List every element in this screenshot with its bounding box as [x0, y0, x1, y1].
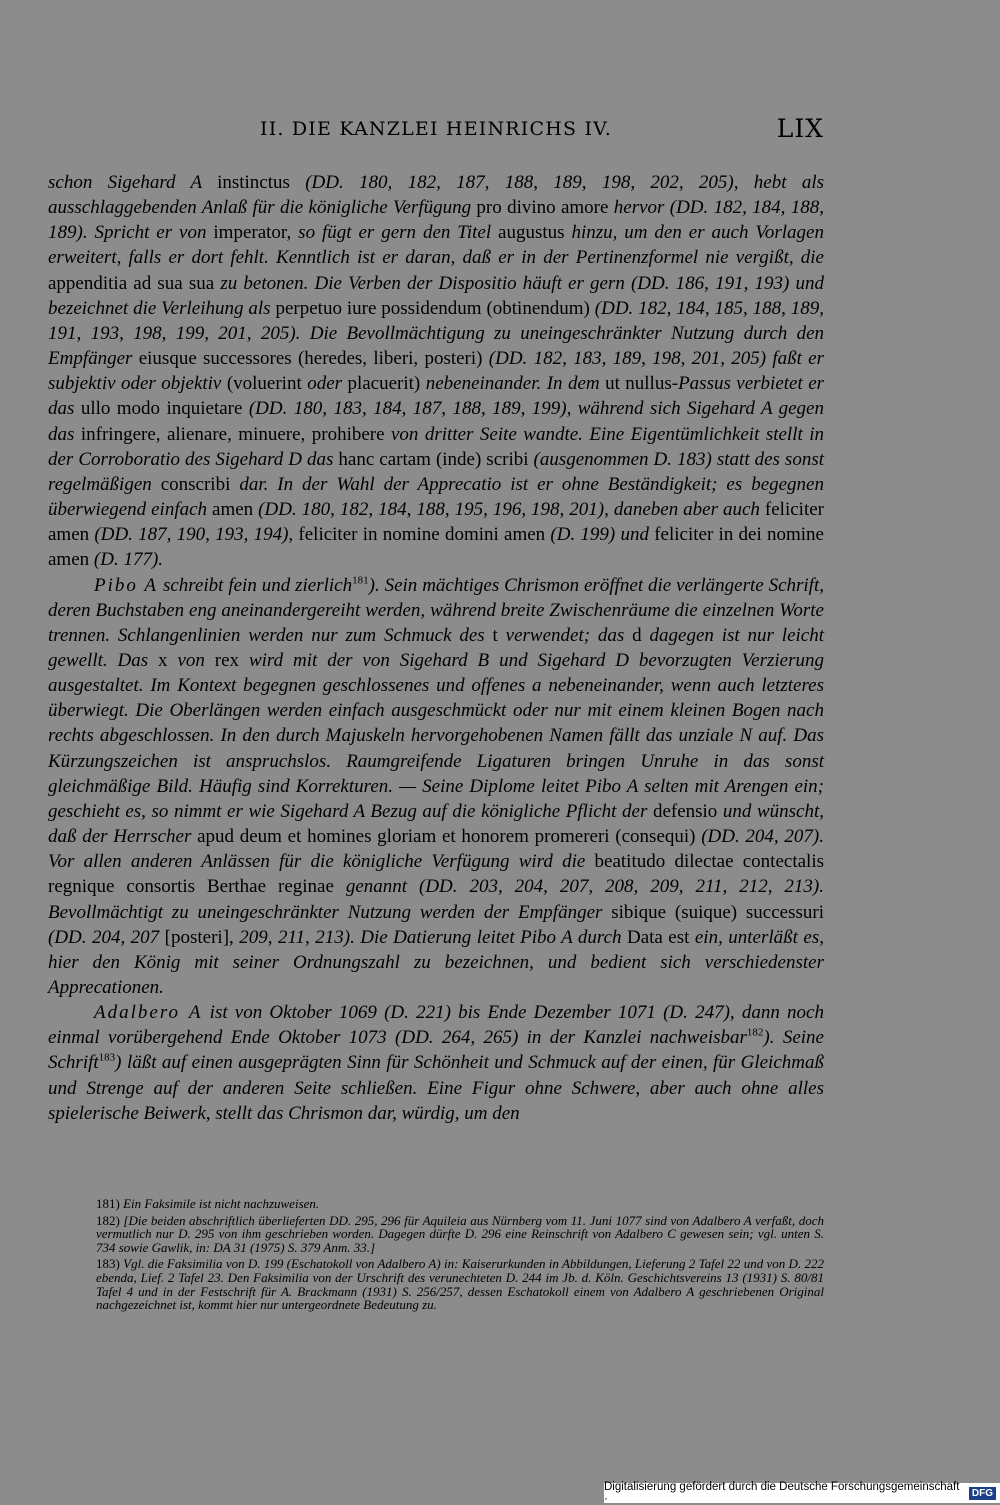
footnote — [96, 1257, 824, 1311]
text-run-roman: apud deum et homines gloriam et honorem promereri (consequi) — [197, 826, 702, 848]
footnote-number: 182) — [96, 1212, 124, 1228]
text-run-italic: Pibo A — [94, 574, 159, 596]
text-run-roman: conscribi — [160, 473, 240, 495]
footnotes — [96, 1197, 824, 1315]
text-run-italic: (DD. 204, 207). Vor allen anderen Anlässen für die königliche Verfügung wird die — [48, 826, 824, 873]
text-run-roman: hanc cartam (inde) scribi — [338, 448, 534, 470]
footnote-ref: 183 — [98, 1052, 116, 1065]
text-run-italic: ). Seine Schrift — [48, 1027, 824, 1074]
text-run-italic: und wünscht, daß der Herrscher — [48, 800, 825, 848]
text-run-roman: appenditia ad sua sua — [48, 272, 221, 294]
text-run-italic: hervor (DD. 182, 184, 188, 189). Spricht er von — [48, 197, 824, 244]
text-run-roman: amen — [212, 499, 259, 521]
text-run-italic: (DD. 187, 190, 193, 194), — [94, 524, 299, 546]
text-run-italic: so fügt er gern den Titel — [298, 222, 499, 244]
text-run-roman: feliciter in nomine domini amen — [298, 524, 551, 546]
footnote — [96, 1214, 824, 1255]
digitization-note: Digitalisierung gefördert durch die Deutsche Forschungsgemeinschaft · — [604, 1481, 960, 1505]
text-run-italic: (DD. 204, 207 — [48, 926, 165, 948]
text-run-roman: t — [492, 624, 506, 646]
text-run-italic: ). Sein mächtiges Chrismon eröffnet die verlängerte Schrift, deren Buchstaben eng aneinandergereiht werden, während breite Zwischenräume die einzelnen Worte trennen. Schlangenlinien werden nur zum Schmuck des — [48, 574, 824, 646]
text-run-italic: ist von Oktober 1069 (D. 221) bis Ende Dezember 1071 (D. 247), dann noch einmal vorübergehend Ende Oktober 1073 (DD. 264, 265) in der Kanzlei nachweisbar — [48, 1002, 824, 1049]
text-run-italic: von dritter Seite wandte. Eine Eigentümlichkeit stellt in der Corroboratio des Sigehard D das — [48, 423, 824, 470]
text-run-roman: pro divino amore — [476, 197, 614, 219]
text-run-italic: (DD. 182, 183, 189, 198, 201, 205) faßt er subjektiv oder objektiv — [48, 348, 824, 395]
text-run-roman: rex — [214, 649, 249, 671]
footnote-ref: 182 — [746, 1026, 764, 1039]
text-run-roman: feliciter amen — [48, 499, 824, 546]
text-run-roman: augustus — [498, 222, 572, 244]
text-run-roman: perpetuo iure possidendum (obtinendum) — [275, 297, 595, 319]
text-run-roman: eiusque successores (heredes, liberi, posteri) — [138, 348, 489, 370]
footnote-text: Vgl. die Faksimilia von D. 199 (Eschatokoll von Adalbero A) in: Kaiserurkunden in Abbildungen, Lieferung 2 Tafel 22 und von D. 222 ebenda, Lief. 2 Tafel 23. Den Faksimilia von der Urschrift des verunechteten D. 244 im Jb. d. Köln. Geschichtsvereins 13 (1931) S. 80/81 Tafel 4 und in der Festschrift für A. Brackmann (1931) S. 256/257, dessen Eschatokoll einem von Adalbero A geschriebenen Original nachgezeichnet ist, kommt hier nur untergeordnete Bedeutung zu. — [96, 1256, 824, 1313]
text-run-roman: sibique (suique) successuri — [611, 901, 824, 923]
text-run-italic: dagegen ist nur leicht gewellt. Das — [48, 624, 824, 671]
text-run-italic: schreibt fein und zierlich — [158, 574, 353, 596]
main-text — [48, 170, 824, 1126]
text-run-italic: (DD. 180, 182, 184, 188, 195, 196, 198, 201), daneben aber auch — [258, 499, 765, 521]
paragraph-pibo-a — [48, 573, 824, 1001]
digitization-footer — [604, 1483, 1000, 1503]
dfg-logo-icon: DFG — [969, 1487, 996, 1500]
footnote — [96, 1197, 824, 1211]
text-run-italic: (DD. 180, 183, 184, 187, 188, 189, 199), während sich Sigehard A gegen das — [48, 398, 824, 445]
text-run-italic: genannt (DD. 203, 204, 207, 208, 209, 211, 212, 213). Bevollmächtigt zu uneingeschränkter Nutzung werden der Empfänger — [48, 876, 824, 923]
text-run-italic: hinzu, um den er auch Vorlagen erweitert, falls er dort fehlt. Kenntlich ist er daran, daß er in der Pertinenzformel nie vergißt, die — [48, 222, 824, 269]
text-run-italic: (DD. 182, 184, 185, 188, 189, 191, 193, 198, 199, 201, 205). Die Bevollmächtigung zu uneingeschränkter Nutzung durch den Empfänger — [48, 297, 825, 370]
text-run-italic: verwendet; das — [505, 624, 633, 646]
page-number: LIX — [776, 114, 824, 143]
text-run-italic: schon Sigehard A — [48, 172, 218, 193]
text-run-italic: zu betonen. Die Verben der Dispositio häuft er gern (DD. 186, 191, 193) und bezeichnet die Verleihung als — [48, 272, 824, 319]
text-run-roman: infringere, alienare, minuere, prohibere — [80, 423, 391, 445]
running-title: II. DIE KANZLEI HEINRICHS IV. — [259, 118, 613, 140]
text-run-italic: ) läßt auf einen ausgeprägten Sinn für Schönheit und Schmuck auf der einen, für Gleichmaß und Strenge auf der anderen Seite schließen. Eine Figur ohne Schwere, aber auch ohne alles spielerische Beiwerk, stellt das Chrismon dar, würdig, um den — [48, 1052, 824, 1124]
text-run-roman: instinctus — [217, 172, 306, 193]
text-run-roman: x — [158, 649, 178, 671]
text-run-roman: d — [632, 624, 650, 646]
text-run-italic: dar. In der Wahl der Apprecatio ist er ohne Beständigkeit; es begegnen überwiegend einfach — [48, 473, 824, 521]
text-run-italic: Passus verbietet er das — [48, 373, 825, 420]
text-run-roman: beatitudo dilectae contectalis regnique consortis Berthae reginae — [48, 851, 824, 898]
footnote-number: 183) — [96, 1256, 124, 1272]
text-run-italic: (DD. 180, 182, 187, 188, 189, 198, 202, 205), hebt als ausschlaggebenden Anlaß für die königliche Verfügung — [48, 172, 824, 219]
text-run-italic: (D. 177). — [93, 549, 164, 571]
text-run-italic: (D. 199) und — [550, 524, 655, 546]
paragraph-adalbero-a — [48, 1000, 824, 1126]
text-run-roman: defensio — [652, 800, 723, 822]
text-run-roman: placuerit) — [347, 373, 426, 395]
footnote-ref: 181 — [352, 574, 369, 587]
text-run-italic: nebeneinander. In dem — [425, 373, 606, 395]
text-run-italic: 209, 211, 213). Die Datierung leitet Pibo A durch — [239, 926, 627, 948]
text-run-italic: Adalbero A — [94, 1002, 203, 1024]
text-run-roman: ut nullus- — [605, 373, 679, 395]
text-run-italic: (ausgenommen D. 183) statt des sonst regelmäßigen — [48, 448, 824, 495]
footnote-text: [Die beiden abschriftlich überlieferten DD. 295, 296 für Aquileia aus Nürnberg vom 11. Juni 1077 sind von Adalbero A verfaßt, doch vermutlich nur D. 295 von ihm geschrieben worden. Dagegen dürfte D. 296 eine Reinschrift von Adalbero C gewesen sein; vgl. unten S. 734 sowie Gawlik, in: DA 31 (1975) S. 379 Anm. 33.] — [96, 1212, 824, 1255]
text-run-italic: ein, unterläßt es, hier den König mit seiner Ordnungszahl zu bezeichnen, und bedient sich verschiedenster Apprecationen. — [48, 926, 824, 998]
text-run-roman: (voluerint — [226, 373, 308, 395]
paragraph-sigehard — [48, 170, 824, 573]
text-run-roman: Data est — [626, 926, 695, 948]
text-run-roman: [posteri], — [164, 926, 240, 948]
text-run-italic: von — [177, 649, 215, 671]
footnote-text: Ein Faksimile ist nicht nachzuweisen. — [123, 1196, 320, 1211]
text-run-roman: ullo modo inquietare — [80, 398, 249, 420]
footnote-number: 181) — [96, 1196, 124, 1211]
text-run-roman: imperator, — [213, 222, 299, 244]
text-run-italic: oder — [307, 373, 348, 395]
text-run-italic: wird mit der von Sigehard B und Sigehard D bevorzugten Verzierung ausgestaltet. Im Kontext begegnen geschlossenes und offenes a nebeneinander, wenn auch letzteres überwiegt. Die Oberlängen werden einfach ausgeschmückt oder nur mit einem kleinen Bogen nach rechts abgeschlossen. In den durch Majuskeln hervorgehobenen Namen fällt das unziale N auf. Das Kürzungszeichen ist anspruchslos. Raumgreifende Ligaturen bringen Unruhe in das sonst gleichmäßige Bild. Häufig sind Korrekturen. — Seine Diplome leitet Pibo A selten mit Arengen ein; geschieht es, so nimmt er wie Sigehard A Bezug auf die königliche Pflicht der — [48, 649, 824, 822]
page-header — [48, 114, 824, 148]
text-run-roman: feliciter in dei nomine amen — [48, 524, 824, 571]
